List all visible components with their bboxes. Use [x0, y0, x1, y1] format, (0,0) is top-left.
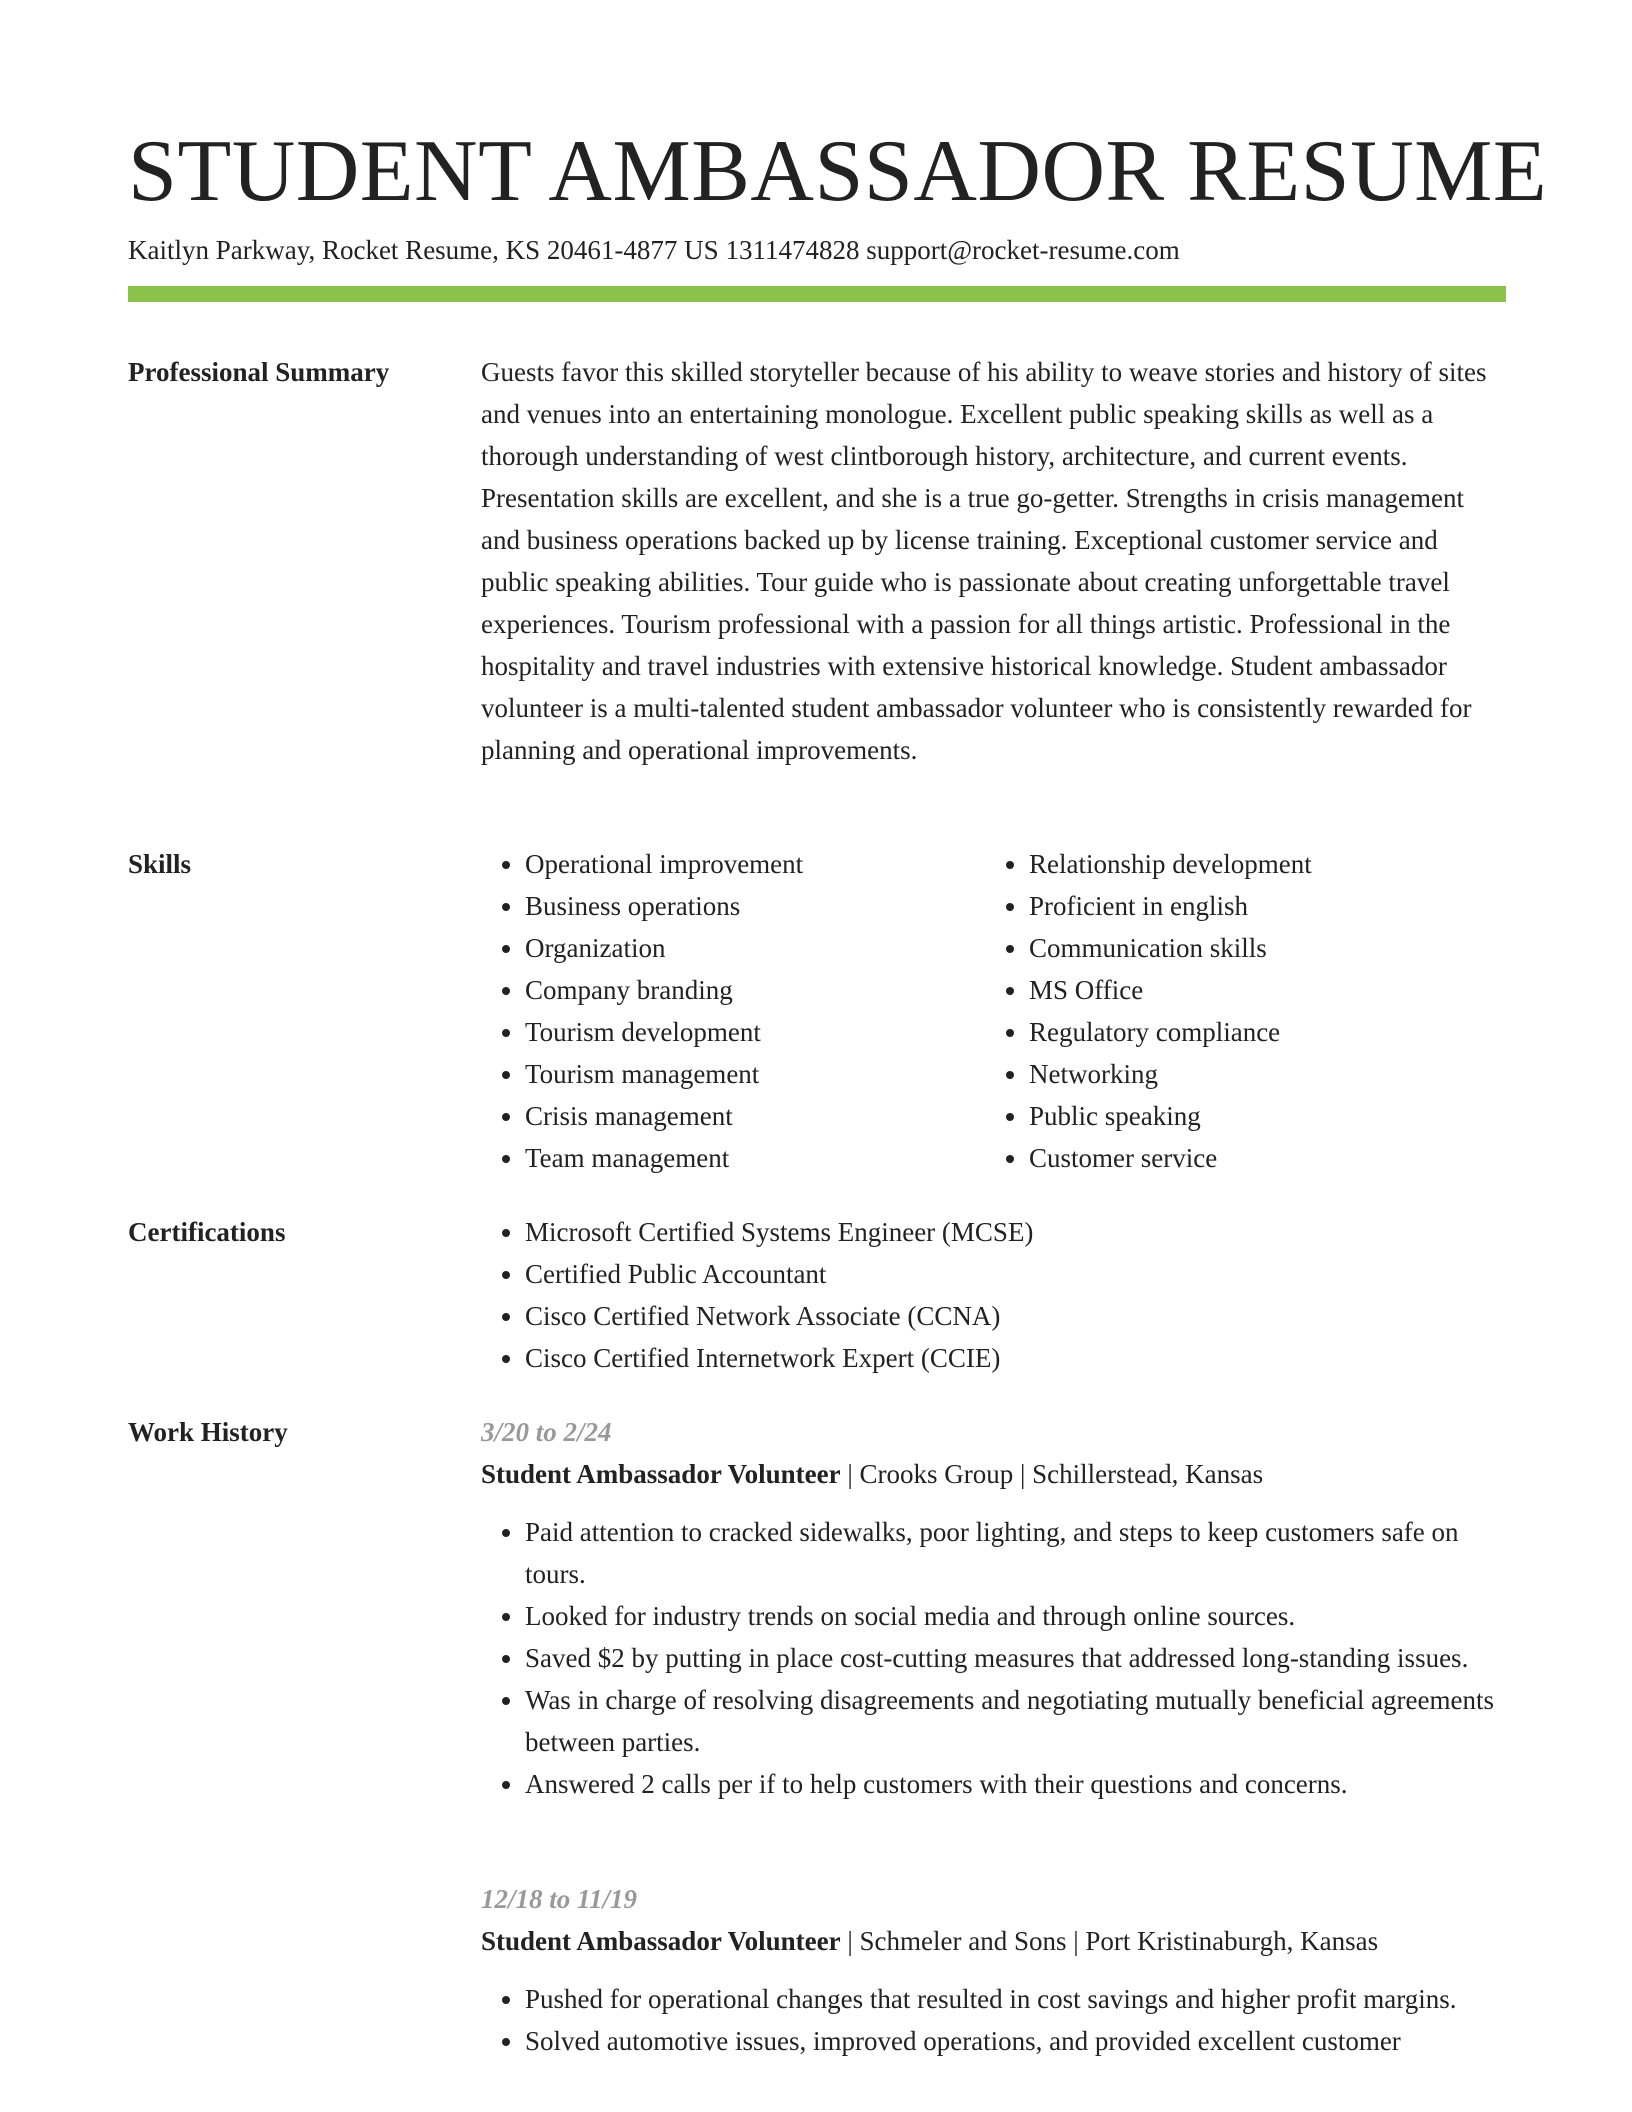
skill-item: • Business operations [525, 885, 981, 927]
job-bullet: • Solved automotive issues, improved operations, and provided excellent customer [525, 2020, 1506, 2062]
skills-column-left [481, 843, 981, 1179]
skills-section [481, 843, 1506, 1183]
skill-item: • Proficient in english [1029, 885, 1485, 927]
job-dates: 3/20 to 2/24 [481, 1417, 612, 1447]
job-bullet: • Pushed for operational changes that resulted in cost savings and higher profit margins. [525, 1978, 1506, 2020]
skill-item: • Relationship development [1029, 843, 1485, 885]
skill-item: • Regulatory compliance [1029, 1011, 1485, 1053]
job-details: | Crooks Group | Schillerstead, Kansas [840, 1459, 1264, 1489]
skill-item: • Networking [1029, 1053, 1485, 1095]
skill-item: • Crisis management [525, 1095, 981, 1137]
job-entry [481, 1411, 1506, 1805]
skill-item: • Organization [525, 927, 981, 969]
skill-item: • Tourism management [525, 1053, 981, 1095]
skill-item: • Tourism development [525, 1011, 981, 1053]
skills-label: Skills [128, 849, 192, 879]
job-bullets [481, 1978, 1506, 2062]
certifications-label: Certifications [128, 1217, 286, 1247]
job-bullet: • Was in charge of resolving disagreements and negotiating mutually beneficial agreements between parties. [525, 1679, 1506, 1763]
resume-title: STUDENT AMBASSADOR RESUME [128, 123, 1548, 220]
job-heading [481, 1453, 1506, 1495]
summary-section [481, 351, 1506, 771]
skills-list-right [985, 843, 1485, 1179]
job-bullets [481, 1511, 1506, 1805]
skill-item: • Customer service [1029, 1137, 1485, 1179]
skills-column-right [985, 843, 1485, 1179]
skill-item: • Company branding [525, 969, 981, 1011]
job-bullet: • Saved $2 by putting in place cost-cutting measures that addressed long-standing issues. [525, 1637, 1506, 1679]
certification-item: • Certified Public Accountant [525, 1253, 1506, 1295]
skills-list-left [481, 843, 981, 1179]
skill-item: • Team management [525, 1137, 981, 1179]
summary-label: Professional Summary [128, 357, 390, 387]
work-history-label: Work History [128, 1417, 288, 1447]
job-details: | Schmeler and Sons | Port Kristinaburgh, Kansas [840, 1926, 1379, 1956]
skill-item: • Operational improvement [525, 843, 981, 885]
contact-info: Kaitlyn Parkway, Rocket Resume, KS 20461-4877 US 1311474828 support@rocket-resume.com [128, 235, 1180, 265]
job-title: Student Ambassador Volunteer [481, 1459, 841, 1489]
summary-text: Guests favor this skilled storyteller because of his ability to weave stories and history of sites and venues into an entertaining monologue. Excellent public speaking skills as well as a thorough understanding of west clintborough history, architecture, and current events. Presentation skills are excellent, and she is a true go-getter. Strengths in crisis management and business operations backed up by license training. Exceptional customer service and public speaking abilities. Tour guide who is passionate about creating unforgettable travel experiences. Tourism professional with a passion for all things artistic. Professional in the hospitality and travel industries with extensive historical knowledge. Student ambassador volunteer is a multi-talented student ambassador volunteer who is consistently rewarded for planning and operational improvements. [481, 357, 1487, 765]
job-bullet: • Paid attention to cracked sidewalks, poor lighting, and steps to keep customers safe on tours. [525, 1511, 1506, 1595]
certification-item: • Cisco Certified Internetwork Expert (CCIE) [525, 1337, 1506, 1379]
skill-item: • Communication skills [1029, 927, 1485, 969]
skill-item: • MS Office [1029, 969, 1485, 1011]
skill-item: • Public speaking [1029, 1095, 1485, 1137]
job-heading [481, 1920, 1506, 1962]
job-title: Student Ambassador Volunteer [481, 1926, 841, 1956]
certification-item: • Microsoft Certified Systems Engineer (MCSE) [525, 1211, 1506, 1253]
job-bullet: • Looked for industry trends on social media and through online sources. [525, 1595, 1506, 1637]
certifications-list [481, 1211, 1506, 1379]
job-entry [481, 1878, 1506, 2062]
job-bullet: • Answered 2 calls per if to help customers with their questions and concerns. [525, 1763, 1506, 1805]
header-divider [128, 286, 1506, 302]
certifications-section [481, 1211, 1506, 1379]
certification-item: • Cisco Certified Network Associate (CCNA) [525, 1295, 1506, 1337]
job-dates: 12/18 to 11/19 [481, 1884, 638, 1914]
